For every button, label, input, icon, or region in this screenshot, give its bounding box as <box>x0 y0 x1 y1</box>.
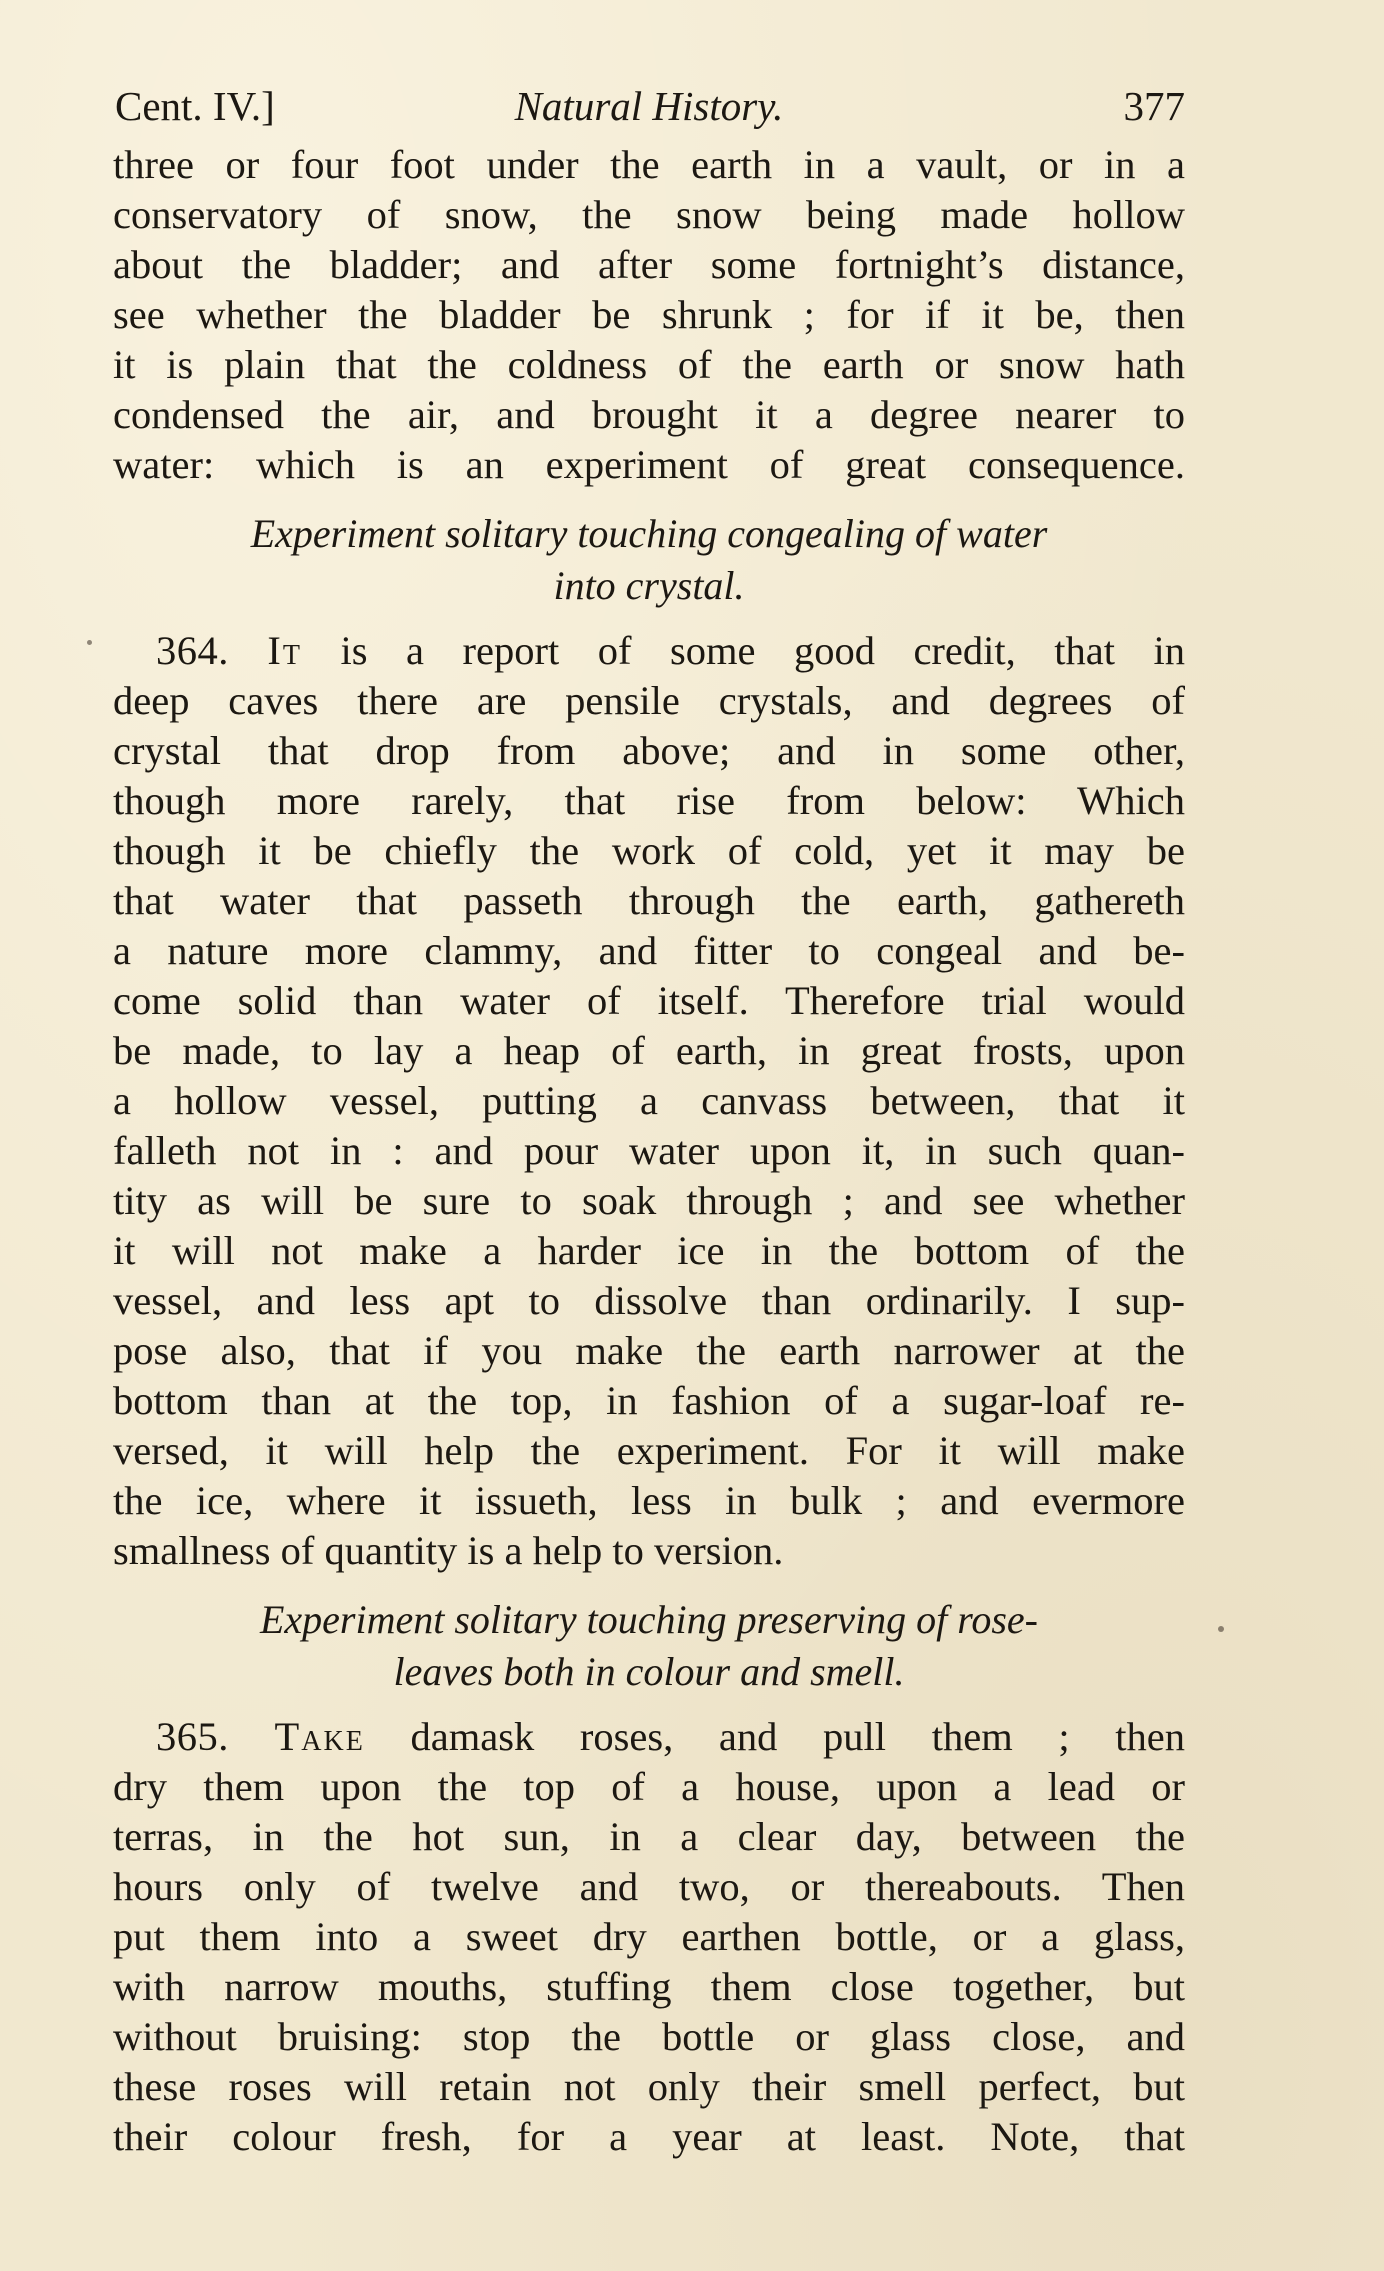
text-line: a hollow vessel, putting a canvass between, that it <box>113 1078 1185 1123</box>
paragraph-first-word: It <box>267 628 302 673</box>
first-line-text: is a report of some good credit, that in <box>340 628 1186 673</box>
text-line: deep caves there are pensile crystals, and degrees of <box>113 678 1185 723</box>
text-line: versed, it will help the experiment. For it will make <box>113 1428 1185 1473</box>
heading-line: leaves both in colour and smell. <box>393 1649 905 1694</box>
heading-line: into crystal. <box>553 563 745 608</box>
text-line: be made, to lay a heap of earth, in great frosts, upon <box>113 1028 1185 1073</box>
text-line: it is plain that the coldness of the earth or snow hath <box>113 342 1185 387</box>
text-line: these roses will retain not only their smell perfect, but <box>113 2064 1185 2109</box>
text-line: vessel, and less apt to dissolve than ordinarily. I sup- <box>113 1278 1185 1323</box>
text-line: water: which is an experiment of great consequence. <box>113 442 1185 487</box>
text-line: see whether the bladder be shrunk ; for if it be, then <box>113 292 1185 337</box>
text-line: terras, in the hot sun, in a clear day, between the <box>113 1814 1185 1859</box>
heading-line: Experiment solitary touching preserving of rose- <box>259 1597 1038 1642</box>
text-line: a nature more clammy, and fitter to congeal and be- <box>113 928 1185 973</box>
paragraph-first-line <box>113 1712 1185 1762</box>
ink-speck <box>87 640 92 645</box>
paragraph-continued <box>113 140 1185 490</box>
running-head <box>113 76 1185 136</box>
text-line: come solid than water of itself. Therefore trial would <box>113 978 1185 1023</box>
text-line: conservatory of snow, the snow being made hollow <box>113 192 1185 237</box>
paragraph-365 <box>113 1712 1185 2162</box>
text-line: it will not make a harder ice in the bottom of the <box>113 1228 1185 1273</box>
text-line: put them into a sweet dry earthen bottle, or a glass, <box>113 1914 1185 1959</box>
paragraph-first-line <box>113 626 1185 676</box>
paragraph-first-word: Take <box>274 1714 365 1759</box>
text-line: without bruising: stop the bottle or glass close, and <box>113 2014 1185 2059</box>
text-line: bottom than at the top, in fashion of a sugar-loaf re- <box>113 1378 1185 1423</box>
book-page <box>113 76 1185 2162</box>
paragraph-number: 365. <box>156 1714 229 1759</box>
section-heading-364 <box>113 508 1185 612</box>
text-line: though more rarely, that rise from below: Which <box>113 778 1185 823</box>
running-head-title: Natural History. <box>514 83 784 129</box>
text-line: smallness of quantity is a help to version. <box>113 1528 784 1573</box>
text-line: hours only of twelve and two, or thereabouts. Then <box>113 1864 1185 1909</box>
text-line: pose also, that if you make the earth narrower at the <box>113 1328 1185 1373</box>
text-line: crystal that drop from above; and in some other, <box>113 728 1185 773</box>
paragraph-364 <box>113 626 1185 1576</box>
text-line: about the bladder; and after some fortnight’s distance, <box>113 242 1185 287</box>
text-line: condensed the air, and brought it a degree nearer to <box>113 392 1185 437</box>
text-line: with narrow mouths, stuffing them close together, but <box>113 1964 1185 2009</box>
text-line: dry them upon the top of a house, upon a lead or <box>113 1764 1185 1809</box>
ink-speck <box>1218 1626 1224 1632</box>
text-line: though it be chiefly the work of cold, yet it may be <box>113 828 1185 873</box>
page-number: 377 <box>1123 83 1185 129</box>
first-line-text: damask roses, and pull them ; then <box>410 1714 1186 1759</box>
text-line: the ice, where it issueth, less in bulk ; and evermore <box>113 1478 1185 1523</box>
text-line: their colour fresh, for a year at least. Note, that <box>113 2114 1185 2159</box>
text-line: three or four foot under the earth in a vault, or in a <box>113 142 1185 187</box>
heading-line: Experiment solitary touching congealing of water <box>250 511 1048 556</box>
text-line: falleth not in : and pour water upon it, in such quan- <box>113 1128 1185 1173</box>
paragraph-number: 364. <box>156 628 229 673</box>
text-line: tity as will be sure to soak through ; and see whether <box>113 1178 1185 1223</box>
running-head-section: Cent. IV.] <box>115 83 275 129</box>
section-heading-365 <box>113 1594 1185 1698</box>
text-line: that water that passeth through the earth, gathereth <box>113 878 1185 923</box>
